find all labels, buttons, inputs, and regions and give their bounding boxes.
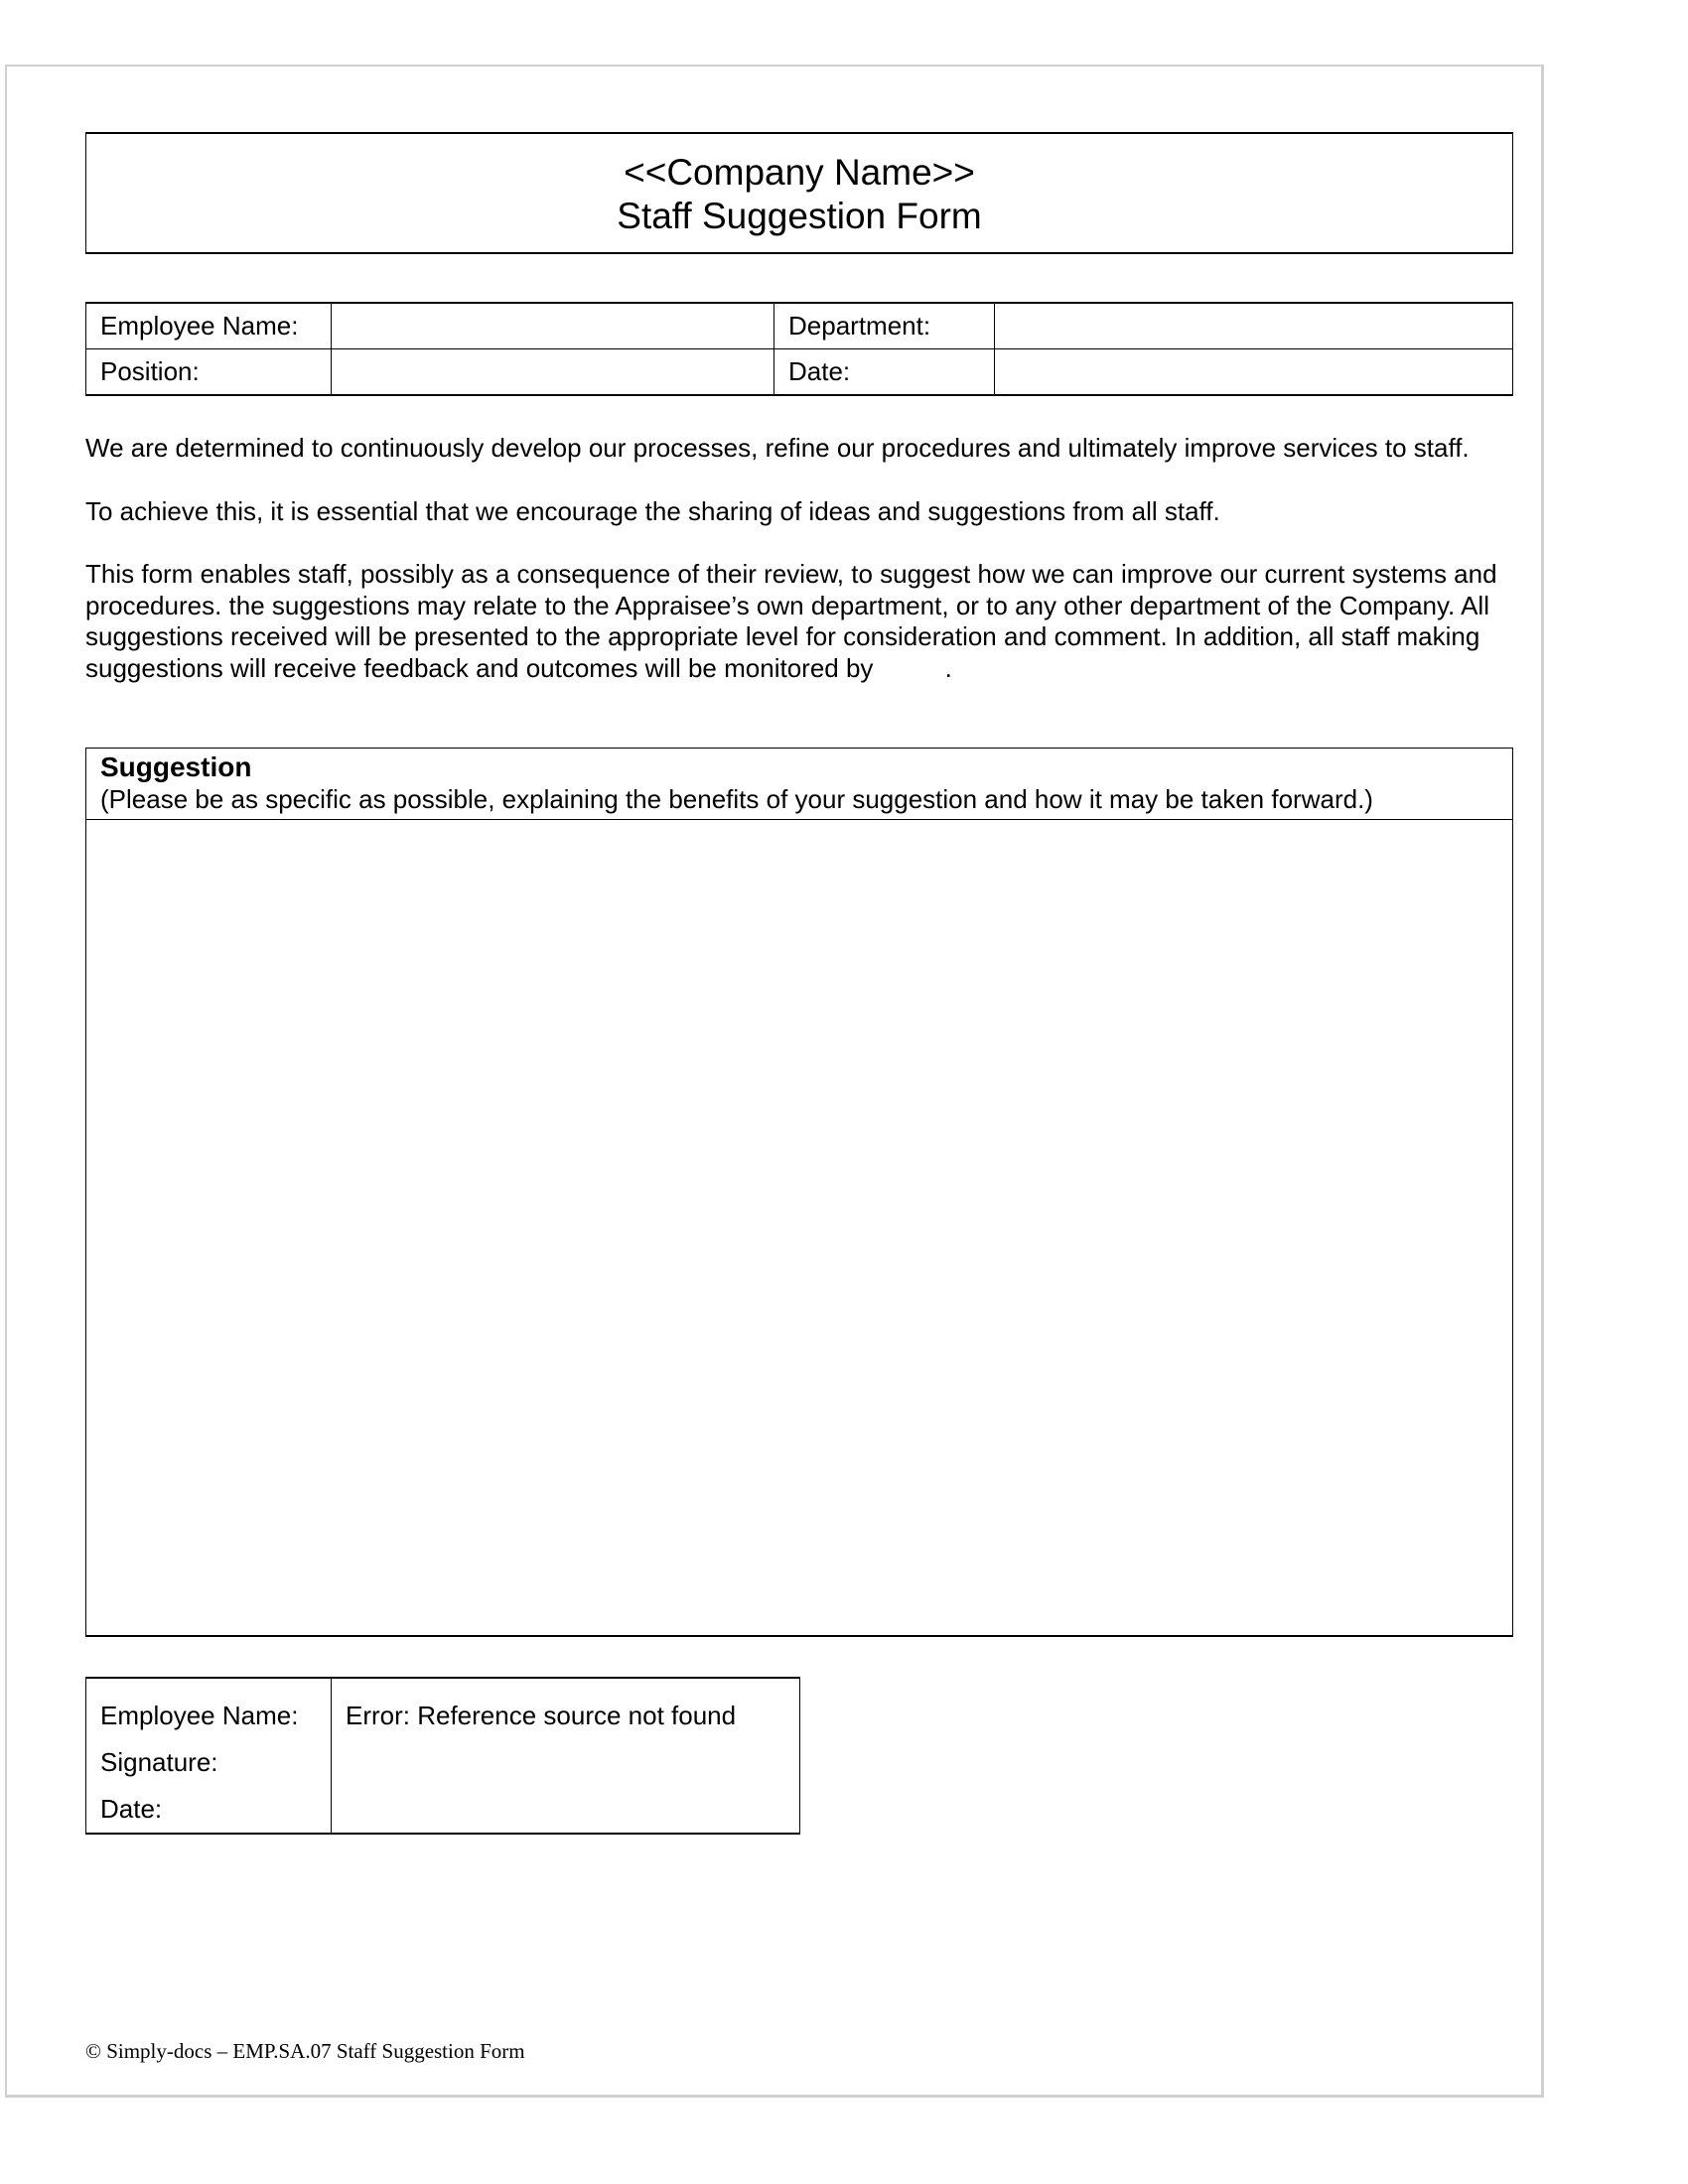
paragraph: We are determined to continuously develop our processes, refine our procedures and ultimately improve services to staff. xyxy=(85,433,1470,463)
signoff-value[interactable]: Error: Reference source not found xyxy=(332,1678,800,1834)
intro-text xyxy=(85,433,1535,716)
employee-name-field[interactable] xyxy=(332,303,774,349)
paragraph: To achieve this, it is essential that we encourage the sharing of ideas and suggestions from all staff. xyxy=(85,495,1220,526)
paragraph: This form enables staff, possibly as a consequence of their review, to suggest how we can improve our current systems and procedures. the suggestions may relate to the Appraisee’s own department, or to any other department of the Company. All suggestions received will be presented to the appropriate level for consideration and comment. In addition, all staff making suggestions will receive feedback and outcomes will be monitored by . xyxy=(85,559,1504,683)
suggestion-header xyxy=(86,749,1512,820)
suggestion-box xyxy=(85,748,1513,1637)
position-label: Position: xyxy=(86,349,332,396)
signoff-date-label: Date: xyxy=(100,1794,163,1824)
department-label: Department: xyxy=(774,303,995,349)
department-field[interactable] xyxy=(995,303,1513,349)
date-field[interactable] xyxy=(995,349,1513,396)
position-field[interactable] xyxy=(332,349,774,396)
signoff-table xyxy=(85,1677,800,1835)
footer-copyright: © Simply-docs – EMP.SA.07 Staff Suggestion Form xyxy=(85,2039,525,2063)
company-name: <<Company Name>> xyxy=(624,152,975,193)
form-title: Staff Suggestion Form xyxy=(617,196,982,236)
suggestion-title: Suggestion xyxy=(100,751,252,782)
signoff-signature-label: Signature: xyxy=(100,1747,218,1777)
employee-info-table xyxy=(85,302,1513,396)
employee-name-label: Employee Name: xyxy=(86,303,332,349)
signoff-labels xyxy=(86,1678,332,1834)
form-header xyxy=(85,132,1513,254)
suggestion-field[interactable] xyxy=(86,820,1512,1634)
date-label: Date: xyxy=(774,349,995,396)
signoff-employee-name-label: Employee Name: xyxy=(100,1701,299,1730)
suggestion-instruction: (Please be as specific as possible, explaining the benefits of your suggestion and how it may be taken forward.) xyxy=(100,784,1373,814)
